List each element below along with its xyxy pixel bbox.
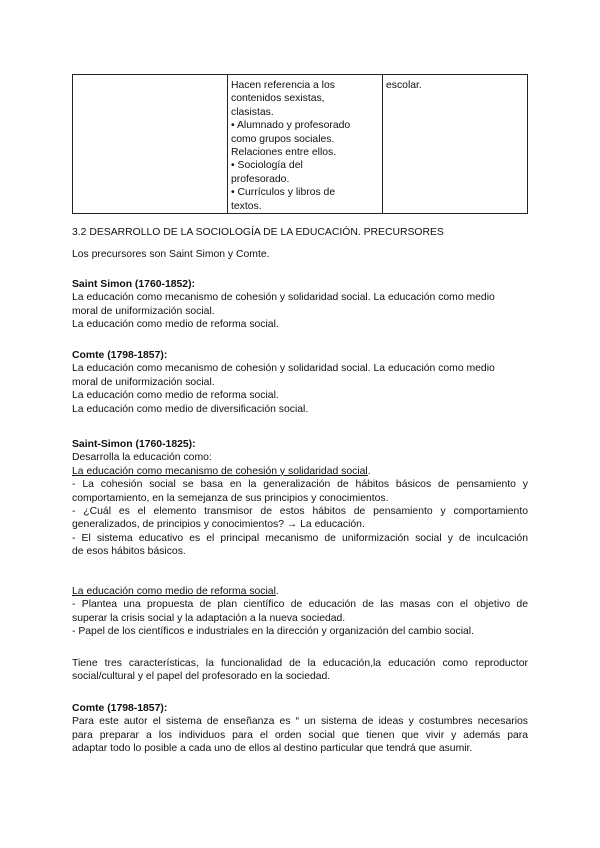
cell-line: contenidos sexistas, xyxy=(231,93,325,105)
comte-summary xyxy=(72,349,528,416)
subsection-heading: Comte (1798-1857): xyxy=(72,703,168,714)
paragraph-line: La educación como medio de reforma social. xyxy=(72,319,279,331)
paragraph-line: - Plantea una propuesta de plan científico de educación de las masas con el objetivo de xyxy=(72,599,528,611)
cell-line: Hacen referencia a los xyxy=(231,80,335,91)
subsection-heading: Saint-Simon (1760-1825): xyxy=(72,439,196,450)
paragraph-line: La educación como mecanismo de cohesión y solidaridad social. La educación como medio xyxy=(72,363,495,375)
reforma-social-block xyxy=(72,585,528,639)
paragraph-line: - Papel de los científicos e industriales en la dirección y organización del cambio social. xyxy=(72,626,474,638)
paragraph-line: - El sistema educativo es el principal mecanismo de uniformización social y de inculcación xyxy=(72,532,528,544)
paragraph-line: La educación como mecanismo de cohesión y solidaridad social. La educación como medio xyxy=(72,292,495,304)
cell-line: textos. xyxy=(231,200,262,212)
paragraph-line: La educación como medio de reforma social. xyxy=(72,390,279,402)
paragraph-line: adaptar todo lo posible a cada uno de ellos al destino particular que tendrá que asumir. xyxy=(72,743,473,755)
paragraph-line: de esos hábitos básicos. xyxy=(72,546,186,558)
paragraph-line: social/cultural y el papel del profesorado en la sociedad. xyxy=(72,671,331,683)
subsection-heading: Saint Simon (1760-1852): xyxy=(72,279,195,290)
paragraph-line: moral de uniformización social. xyxy=(72,376,215,388)
paragraph-line: Para este autor el sistema de enseñanza es “ un sistema de ideas y costumbres necesarios xyxy=(72,716,528,728)
paragraph-line: Tiene tres características, la funcionalidad de la educación,la educación como reproductor xyxy=(72,658,528,669)
cell-line: • Alumnado y profesorado xyxy=(231,120,351,132)
subsection-heading: Comte (1798-1857): xyxy=(72,350,168,361)
table-cell-empty xyxy=(73,75,228,214)
paragraph-line: generalizados, de principios y conocimientos? → La educación. xyxy=(72,519,365,531)
paragraph-line: La educación como medio de diversificación social. xyxy=(72,403,309,415)
saint-simon-summary xyxy=(72,278,528,332)
paragraph-line: - La cohesión social se basa en la generalización de hábitos básicos de pensamiento y xyxy=(72,479,528,491)
paragraph-line: Desarrolla la educación como: xyxy=(72,452,212,464)
underlined-subheading: La educación como mecanismo de cohesión y solidaridad social. xyxy=(72,465,371,477)
table-row xyxy=(73,75,528,214)
intro-paragraph: Los precursores son Saint Simon y Comte. xyxy=(72,249,270,260)
section-heading: 3.2 DESARROLLO DE LA SOCIOLOGÍA DE LA EDUCACIÓN. PRECURSORES xyxy=(72,227,444,238)
cell-line: Relaciones entre ellos. xyxy=(231,147,337,159)
cell-line: como grupos sociales. xyxy=(231,133,335,145)
content-table xyxy=(72,74,528,214)
characteristics-paragraph xyxy=(72,657,528,684)
table-cell-escolar xyxy=(383,75,528,214)
paragraph-line: para preparar a los individuos para el orden social que tienen que vivir y además para xyxy=(72,729,528,741)
cell-line: • Sociología del xyxy=(231,160,303,172)
comte-detail xyxy=(72,702,528,756)
paragraph-line: moral de uniformización social. xyxy=(72,305,215,317)
cell-line: escolar. xyxy=(386,80,422,91)
paragraph-line: comportamiento, en la semejanza de sus principios y conocimientos. xyxy=(72,492,389,504)
underlined-subheading: La educación como medio de reforma social. xyxy=(72,586,279,597)
cell-line: clasistas. xyxy=(231,106,274,118)
saint-simon-detail xyxy=(72,438,528,559)
table-cell-content xyxy=(228,75,383,214)
paragraph-line: superar la crisis social y la adaptación a la nueva sociedad. xyxy=(72,612,346,624)
paragraph-line: - ¿Cuál es el elemento transmisor de estos hábitos de pensamiento y comportamiento xyxy=(72,506,528,518)
cell-line: • Currículos y libros de xyxy=(231,187,336,199)
cell-line: profesorado. xyxy=(231,173,290,185)
